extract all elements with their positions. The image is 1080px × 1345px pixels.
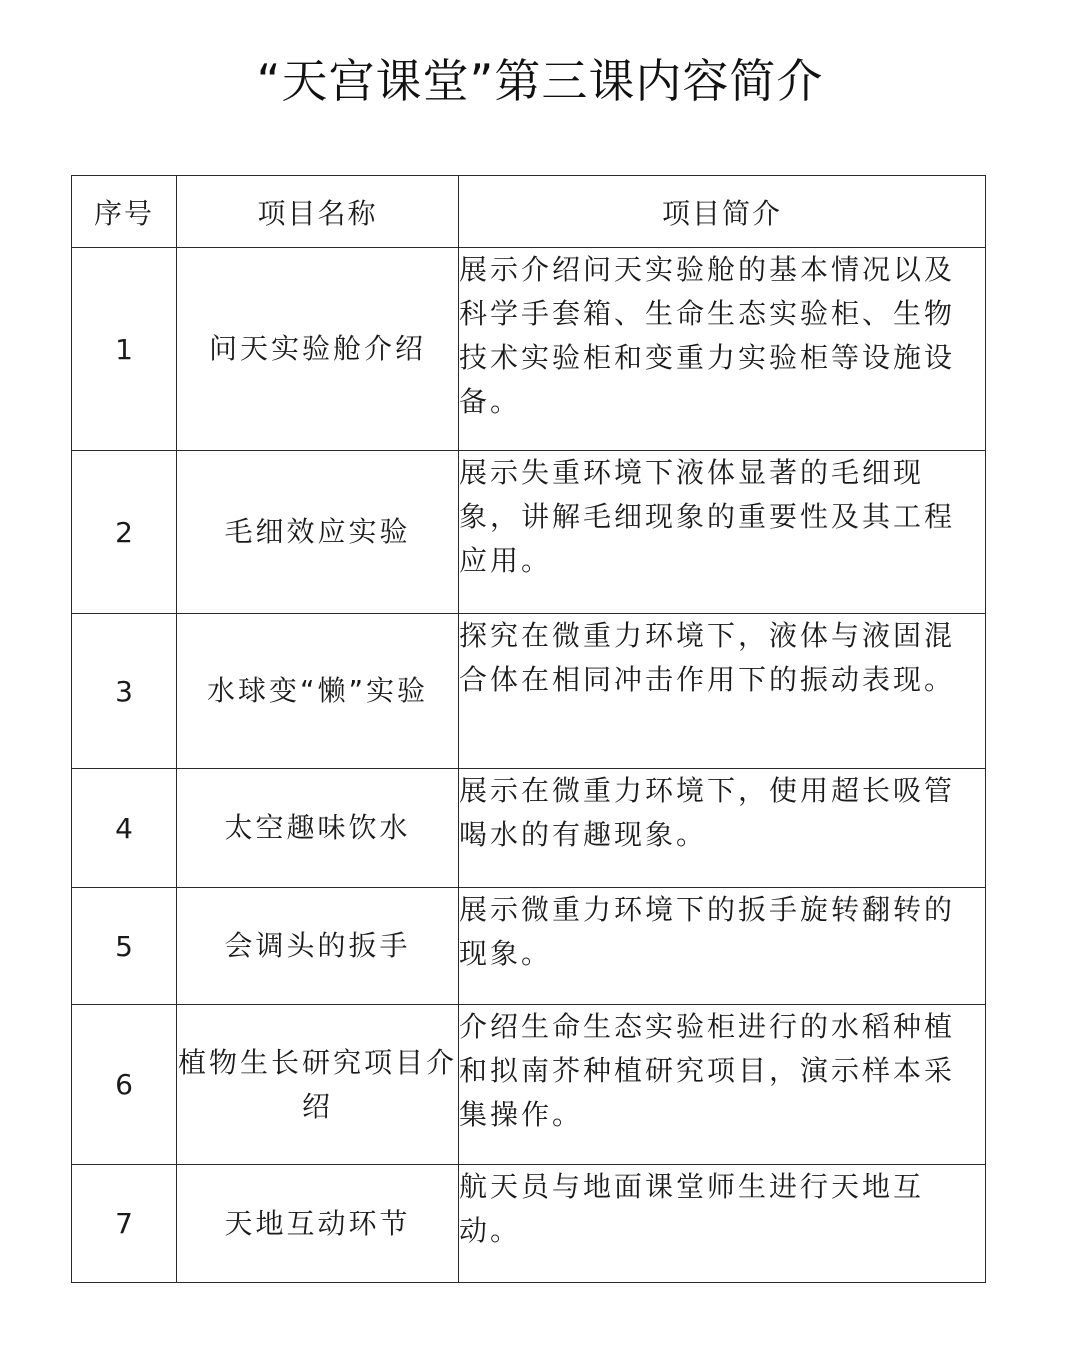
row-item-name: 毛细效应实验 bbox=[177, 451, 459, 614]
row-number: 4 bbox=[72, 769, 177, 888]
table-row bbox=[72, 1165, 986, 1283]
table-row bbox=[72, 769, 986, 888]
header-number: 序号 bbox=[72, 176, 177, 248]
table-row bbox=[72, 1005, 986, 1165]
header-item-name: 项目名称 bbox=[177, 176, 459, 248]
table-header-row bbox=[72, 176, 986, 248]
row-item-name: 会调头的扳手 bbox=[177, 888, 459, 1005]
row-item-name: 水球变“懒”实验 bbox=[177, 614, 459, 769]
table-row bbox=[72, 248, 986, 451]
table-row bbox=[72, 888, 986, 1005]
row-number: 7 bbox=[72, 1165, 177, 1283]
table-row bbox=[72, 451, 986, 614]
row-item-description: 航天员与地面课堂师生进行天地互动。 bbox=[459, 1165, 986, 1283]
row-item-description: 展示在微重力环境下，使用超长吸管喝水的有趣现象。 bbox=[459, 769, 986, 888]
row-item-description: 展示微重力环境下的扳手旋转翻转的现象。 bbox=[459, 888, 986, 1005]
row-item-name: 天地互动环节 bbox=[177, 1165, 459, 1283]
row-number: 3 bbox=[72, 614, 177, 769]
content-table bbox=[71, 175, 986, 1283]
row-number: 2 bbox=[72, 451, 177, 614]
row-item-description: 展示介绍问天实验舱的基本情况以及科学手套箱、生命生态实验柜、生物技术实验柜和变重力实验柜等设施设备。 bbox=[459, 248, 986, 451]
row-item-description: 介绍生命生态实验柜进行的水稻种植和拟南芥种植研究项目，演示样本采集操作。 bbox=[459, 1005, 986, 1165]
row-item-name: 问天实验舱介绍 bbox=[177, 248, 459, 451]
row-item-description: 探究在微重力环境下，液体与液固混合体在相同冲击作用下的振动表现。 bbox=[459, 614, 986, 769]
row-item-name: 植物生长研究项目介绍 bbox=[177, 1005, 459, 1165]
header-item-description: 项目简介 bbox=[459, 176, 986, 248]
page-title: “天宫课堂”第三课内容简介 bbox=[256, 54, 824, 108]
table-row bbox=[72, 614, 986, 769]
row-item-name: 太空趣味饮水 bbox=[177, 769, 459, 888]
row-item-description: 展示失重环境下液体显著的毛细现象，讲解毛细现象的重要性及其工程应用。 bbox=[459, 451, 986, 614]
row-number: 6 bbox=[72, 1005, 177, 1165]
row-number: 5 bbox=[72, 888, 177, 1005]
row-number: 1 bbox=[72, 248, 177, 451]
